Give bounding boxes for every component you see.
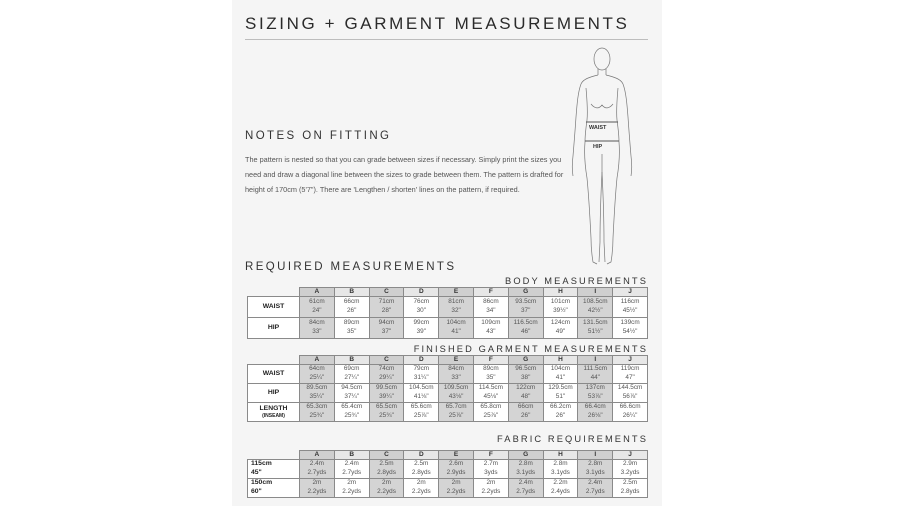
metric-value: 2.9m xyxy=(622,460,638,468)
imperial-value: 25⅞" xyxy=(483,412,499,419)
size-header: A xyxy=(300,356,335,365)
size-header: G xyxy=(508,288,543,297)
metric-value: 129.5cm xyxy=(548,384,573,392)
row-label-secondary: 45" xyxy=(251,469,262,476)
measurement-cell xyxy=(473,297,508,318)
metric-value: 2.2m xyxy=(553,479,568,487)
metric-value: 124cm xyxy=(550,319,571,327)
metric-value: 2.5m xyxy=(622,479,638,487)
size-header: A xyxy=(300,288,335,297)
measurement-cell xyxy=(543,460,578,479)
imperial-value: 34" xyxy=(486,307,496,314)
table-row xyxy=(248,460,648,479)
measurement-cell xyxy=(508,479,543,498)
imperial-value: 25⅞" xyxy=(413,412,429,419)
imperial-value: 48" xyxy=(520,393,531,400)
measurement-cell xyxy=(543,479,578,498)
measurement-cell xyxy=(439,365,474,384)
size-header: E xyxy=(439,288,474,297)
metric-value: 2m xyxy=(451,479,461,487)
row-label xyxy=(248,297,300,318)
imperial-value: 46" xyxy=(520,328,531,335)
measurement-cell xyxy=(473,479,508,498)
metric-value: 144.5cm xyxy=(617,384,643,392)
measurement-cell xyxy=(404,365,439,384)
table-row xyxy=(248,479,648,498)
measurement-cell xyxy=(578,460,613,479)
metric-value: 119cm xyxy=(620,365,640,373)
row-label xyxy=(248,365,300,384)
body-figure-illustration xyxy=(555,42,649,272)
measurement-cell xyxy=(404,384,439,403)
imperial-value: 37" xyxy=(381,328,392,335)
measurement-cell xyxy=(334,403,369,422)
metric-value: 96.5cm xyxy=(515,365,537,373)
metric-value: 104cm xyxy=(550,365,571,373)
metric-value: 79cm xyxy=(413,365,430,373)
hip-label: HIP xyxy=(593,144,603,150)
metric-value: 66.4cm xyxy=(584,403,606,411)
imperial-value: 3.1yds xyxy=(516,469,536,476)
measurement-cell xyxy=(439,460,474,479)
imperial-value: 37" xyxy=(520,307,531,314)
size-header: F xyxy=(473,451,508,460)
metric-value: 104.5cm xyxy=(409,384,434,392)
measurement-cell xyxy=(543,384,578,403)
metric-value: 2m xyxy=(416,479,426,487)
table-row xyxy=(248,297,648,318)
measurement-cell xyxy=(473,403,508,422)
size-header: E xyxy=(439,451,474,460)
imperial-value: 26⅛" xyxy=(587,412,603,419)
notes-heading: NOTES ON FITTING xyxy=(245,130,392,142)
metric-value: 131.5cm xyxy=(583,319,608,327)
metric-value: 65.7cm xyxy=(445,403,467,411)
metric-value: 109.5cm xyxy=(443,384,469,392)
size-header: B xyxy=(334,451,369,460)
metric-value: 71cm xyxy=(378,298,395,306)
imperial-value: 53⅞" xyxy=(587,393,603,400)
imperial-value: 37¼" xyxy=(344,393,360,400)
size-header: E xyxy=(439,356,474,365)
imperial-value: 27¼" xyxy=(344,374,360,381)
header-blank xyxy=(248,356,300,365)
imperial-value: 2.8yds xyxy=(620,488,640,495)
measurement-cell xyxy=(508,297,543,318)
metric-value: 116cm xyxy=(620,298,640,306)
row-label-text: HIP xyxy=(267,323,280,331)
imperial-value: 39" xyxy=(416,328,426,335)
metric-value: 2.4m xyxy=(518,479,533,487)
metric-value: 65.8cm xyxy=(480,403,502,411)
row-label xyxy=(248,384,300,403)
measurement-cell xyxy=(613,384,648,403)
measurement-cell xyxy=(508,365,543,384)
fabric-requirements-heading: FABRIC REQUIREMENTS xyxy=(497,434,648,444)
measurement-cell xyxy=(404,318,439,339)
measurement-cell xyxy=(369,460,404,479)
imperial-value: 41⅛" xyxy=(413,393,429,400)
imperial-value: 56⅞" xyxy=(622,393,638,400)
size-header: J xyxy=(613,451,648,460)
size-header: J xyxy=(613,356,648,365)
size-header: D xyxy=(404,451,439,460)
metric-value: 2.6m xyxy=(448,460,464,468)
imperial-value: 33" xyxy=(312,328,322,335)
metric-value: 2.8m xyxy=(553,460,568,468)
metric-value: 84cm xyxy=(448,365,464,373)
size-header: G xyxy=(508,356,543,365)
imperial-value: 2.8yds xyxy=(411,469,431,476)
metric-value: 99cm xyxy=(413,319,430,327)
measurement-cell xyxy=(334,297,369,318)
measurement-cell xyxy=(334,479,369,498)
measurement-cell xyxy=(543,318,578,339)
measurement-cell xyxy=(404,460,439,479)
size-header: H xyxy=(543,451,578,460)
measurement-cell xyxy=(613,318,648,339)
table-row xyxy=(248,318,648,339)
measurement-cell xyxy=(473,365,508,384)
metric-value: 66.6cm xyxy=(619,403,641,411)
measurement-cell xyxy=(334,365,369,384)
metric-value: 104cm xyxy=(446,319,466,327)
metric-value: 139cm xyxy=(620,319,640,327)
body-measurements-table xyxy=(247,287,648,339)
imperial-value: 3.2yds xyxy=(620,469,640,476)
size-header: B xyxy=(334,356,369,365)
measurement-cell xyxy=(439,403,474,422)
imperial-value: 25¾" xyxy=(379,412,394,419)
measurement-cell xyxy=(369,479,404,498)
measurement-cell xyxy=(613,479,648,498)
row-label-text: 115cm xyxy=(251,460,272,468)
imperial-value: 54½" xyxy=(622,328,638,335)
measurement-cell xyxy=(369,297,404,318)
metric-value: 114.5cm xyxy=(478,384,503,392)
size-header: I xyxy=(578,451,613,460)
imperial-value: 2.8yds xyxy=(377,469,396,476)
imperial-value: 2.2yds xyxy=(342,488,362,495)
metric-value: 111.5cm xyxy=(583,365,608,373)
imperial-value: 26¼" xyxy=(622,412,638,419)
metric-value: 2.7m xyxy=(483,460,498,468)
imperial-value: 38" xyxy=(520,374,531,381)
row-label-text: LENGTH xyxy=(259,404,288,412)
measurement-cell xyxy=(543,297,578,318)
row-label xyxy=(248,460,300,479)
size-header: D xyxy=(404,288,439,297)
metric-value: 2m xyxy=(486,479,496,487)
measurement-cell xyxy=(613,460,648,479)
metric-value: 89cm xyxy=(483,365,499,373)
metric-value: 2.8m xyxy=(518,460,533,468)
measurement-cell xyxy=(578,318,613,339)
imperial-value: 51" xyxy=(555,393,566,400)
imperial-value: 28" xyxy=(381,307,392,314)
metric-value: 81cm xyxy=(448,298,464,306)
measurement-cell xyxy=(334,318,369,339)
metric-value: 94.5cm xyxy=(341,384,363,392)
metric-value: 2m xyxy=(347,479,357,487)
header-blank xyxy=(248,288,300,297)
required-measurements-heading: REQUIRED MEASUREMENTS xyxy=(245,261,457,273)
finished-garment-heading: FINISHED GARMENT MEASUREMENTS xyxy=(413,344,648,354)
imperial-value: 24" xyxy=(312,307,322,314)
row-label-sub: (INSEAM) xyxy=(262,413,285,420)
imperial-value: 2.2yds xyxy=(377,488,396,495)
imperial-value: 32" xyxy=(451,307,461,314)
imperial-value: 35" xyxy=(347,328,357,335)
metric-value: 86cm xyxy=(483,298,499,306)
measurement-cell xyxy=(369,318,404,339)
imperial-value: 2.7yds xyxy=(342,469,362,476)
size-header: C xyxy=(369,288,404,297)
measurement-cell xyxy=(613,403,648,422)
measurement-cell xyxy=(404,479,439,498)
measurement-cell xyxy=(300,365,335,384)
imperial-value: 2.2yds xyxy=(446,488,466,495)
size-header: F xyxy=(473,288,508,297)
imperial-value: 25¾" xyxy=(344,412,360,419)
imperial-value: 26" xyxy=(555,412,566,419)
measurement-cell xyxy=(578,365,613,384)
size-header: B xyxy=(334,288,369,297)
imperial-value: 43⅛" xyxy=(448,393,464,400)
measurement-cell xyxy=(369,365,404,384)
measurement-cell xyxy=(473,384,508,403)
imperial-value: 25⅞" xyxy=(448,412,464,419)
measurement-cell xyxy=(613,365,648,384)
metric-value: 65.5cm xyxy=(376,403,397,411)
metric-value: 89cm xyxy=(343,319,360,327)
imperial-value: 51½" xyxy=(587,328,603,335)
size-header: A xyxy=(300,451,335,460)
metric-value: 76cm xyxy=(413,298,430,306)
size-header: G xyxy=(508,451,543,460)
imperial-value: 2.2yds xyxy=(481,488,501,495)
metric-value: 2.5m xyxy=(414,460,429,468)
metric-value: 2.8m xyxy=(588,460,603,468)
metric-value: 66.2cm xyxy=(549,403,571,411)
imperial-value: 29¼" xyxy=(379,374,394,381)
body-measurements-heading: BODY MEASUREMENTS xyxy=(505,276,648,286)
measurement-cell xyxy=(300,403,335,422)
imperial-value: 39½" xyxy=(553,307,568,314)
imperial-value: 2.4yds xyxy=(551,488,570,495)
measurement-cell xyxy=(369,403,404,422)
metric-value: 2.4m xyxy=(344,460,359,468)
table-row xyxy=(248,384,648,403)
title-divider xyxy=(245,39,648,40)
metric-value: 108.5cm xyxy=(583,298,608,306)
measurement-cell xyxy=(300,479,335,498)
imperial-value: 26" xyxy=(520,412,531,419)
imperial-value: 3yds xyxy=(484,469,498,476)
metric-value: 84cm xyxy=(309,319,325,327)
page-title: SIZING + GARMENT MEASUREMENTS xyxy=(245,14,630,33)
row-label-text: WAIST xyxy=(262,302,285,310)
size-header: I xyxy=(578,288,613,297)
metric-value: 101cm xyxy=(550,298,571,306)
imperial-value: 41" xyxy=(555,374,566,381)
row-label-text: HIP xyxy=(267,388,280,396)
metric-value: 2.5m xyxy=(379,460,394,468)
imperial-value: 25¼" xyxy=(309,374,325,381)
metric-value: 69cm xyxy=(343,365,360,373)
size-header: C xyxy=(369,451,404,460)
size-header: F xyxy=(473,356,508,365)
imperial-value: 2.2yds xyxy=(307,488,327,495)
row-label xyxy=(248,479,300,498)
measurement-cell xyxy=(439,297,474,318)
metric-value: 137cm xyxy=(585,384,605,392)
metric-value: 2m xyxy=(382,479,391,487)
imperial-value: 2.2yds xyxy=(411,488,431,495)
measurement-cell xyxy=(508,318,543,339)
measurement-cell xyxy=(334,460,369,479)
measurement-cell xyxy=(439,318,474,339)
measurement-cell xyxy=(578,403,613,422)
measurement-cell xyxy=(369,384,404,403)
metric-value: 2m xyxy=(312,479,322,487)
measurement-cell xyxy=(404,403,439,422)
metric-value: 61cm xyxy=(309,298,325,306)
notes-body: The pattern is nested so that you can grade between sizes if necessary. Simply print the sizes you need and draw a diagonal line between the sizes to grade between them. The pattern is drafted for height of 170cm (5'7"). There are 'Lengthen / shorten' lines on the pattern, if required. xyxy=(245,155,564,195)
imperial-value: 30" xyxy=(416,307,426,314)
imperial-value: 43" xyxy=(486,328,496,335)
imperial-value: 26" xyxy=(347,307,357,314)
metric-value: 65.4cm xyxy=(341,403,363,411)
measurement-cell xyxy=(543,365,578,384)
size-header: C xyxy=(369,356,404,365)
imperial-value: 47" xyxy=(625,374,635,381)
size-header: I xyxy=(578,356,613,365)
metric-value: 65.3cm xyxy=(306,403,328,411)
imperial-value: 3.1yds xyxy=(585,469,605,476)
imperial-value: 42½" xyxy=(587,307,603,314)
measurement-cell xyxy=(578,297,613,318)
imperial-value: 35¼" xyxy=(309,393,325,400)
imperial-value: 33" xyxy=(451,374,461,381)
imperial-value: 25¾" xyxy=(309,412,325,419)
header-blank xyxy=(248,451,300,460)
imperial-value: 2.7yds xyxy=(585,488,605,495)
measurement-cell xyxy=(543,403,578,422)
imperial-value: 2.7yds xyxy=(307,469,327,476)
measurement-cell xyxy=(334,384,369,403)
fabric-requirements-table xyxy=(247,450,648,498)
row-label-text: 150cm xyxy=(251,479,273,487)
imperial-value: 2.9yds xyxy=(446,469,466,476)
metric-value: 89.5cm xyxy=(306,384,328,392)
measurement-cell xyxy=(578,384,613,403)
imperial-value: 39¼" xyxy=(379,393,394,400)
row-label-secondary: 60" xyxy=(251,488,262,495)
metric-value: 109cm xyxy=(481,319,501,327)
measurement-cell xyxy=(300,384,335,403)
row-label xyxy=(248,403,300,422)
finished-garment-table xyxy=(247,355,648,422)
measurement-cell xyxy=(300,297,335,318)
measurement-cell xyxy=(439,479,474,498)
metric-value: 74cm xyxy=(378,365,395,373)
measurement-cell xyxy=(613,297,648,318)
table-row xyxy=(248,365,648,384)
row-label xyxy=(248,318,300,339)
table-row xyxy=(248,403,648,422)
metric-value: 94cm xyxy=(378,319,395,327)
size-header: H xyxy=(543,356,578,365)
imperial-value: 45½" xyxy=(622,307,638,314)
imperial-value: 35" xyxy=(486,374,496,381)
measurement-cell xyxy=(300,318,335,339)
imperial-value: 44" xyxy=(590,374,600,381)
metric-value: 66cm xyxy=(343,298,360,306)
metric-value: 2.4m xyxy=(588,479,603,487)
metric-value: 65.6cm xyxy=(410,403,432,411)
size-header: H xyxy=(543,288,578,297)
metric-value: 93.5cm xyxy=(515,298,537,306)
size-header: J xyxy=(613,288,648,297)
imperial-value: 2.7yds xyxy=(516,488,536,495)
metric-value: 122cm xyxy=(516,384,536,392)
measurement-cell xyxy=(508,460,543,479)
metric-value: 66cm xyxy=(517,403,534,411)
metric-value: 116.5cm xyxy=(513,319,538,327)
measurement-cell xyxy=(578,479,613,498)
imperial-value: 41" xyxy=(451,328,461,335)
measurement-cell xyxy=(508,403,543,422)
row-label-text: WAIST xyxy=(262,369,285,377)
metric-value: 2.4m xyxy=(309,460,324,468)
measurement-cell xyxy=(404,297,439,318)
imperial-value: 31¼" xyxy=(413,374,429,381)
size-header: D xyxy=(404,356,439,365)
imperial-value: 49" xyxy=(555,328,566,335)
imperial-value: 45⅛" xyxy=(483,393,499,400)
metric-value: 64cm xyxy=(309,365,325,373)
measurement-cell xyxy=(473,460,508,479)
measurement-cell xyxy=(473,318,508,339)
waist-label: WAIST xyxy=(589,125,607,131)
imperial-value: 3.1yds xyxy=(551,469,570,476)
metric-value: 99.5cm xyxy=(376,384,397,392)
measurement-cell xyxy=(508,384,543,403)
measurement-cell xyxy=(439,384,474,403)
measurement-cell xyxy=(300,460,335,479)
